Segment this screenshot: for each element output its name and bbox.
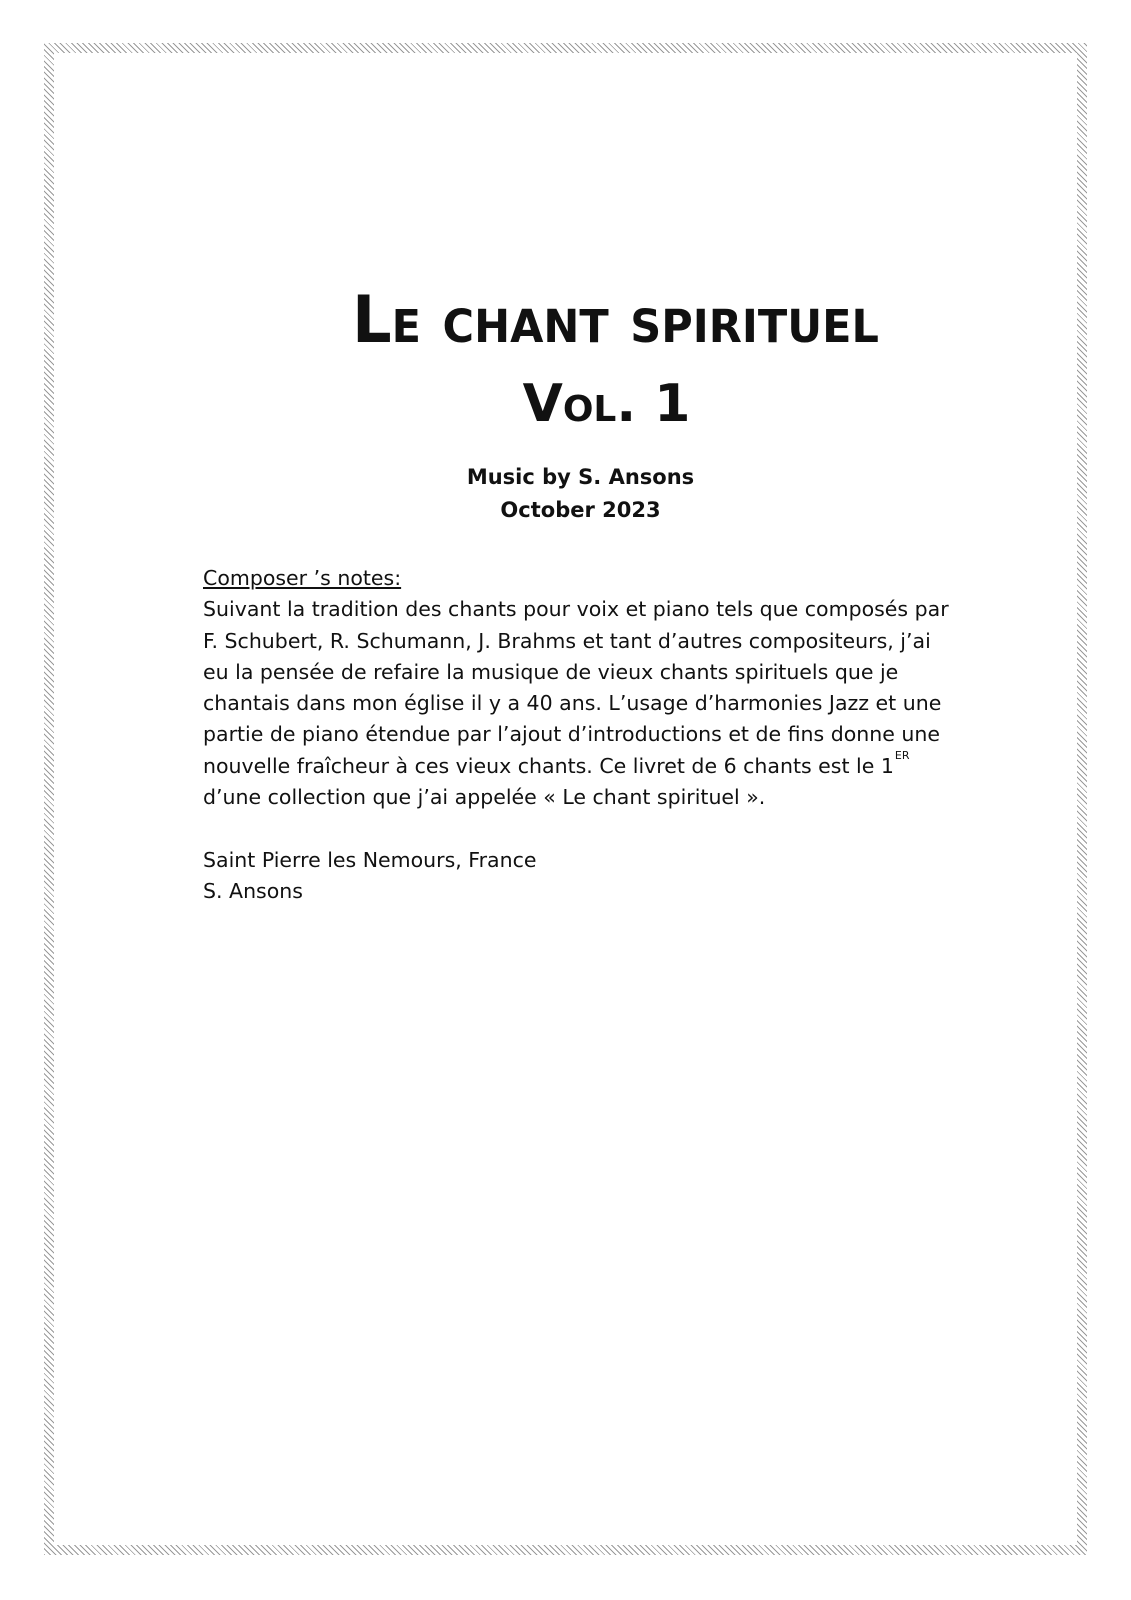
notes-line: Suivant la tradition des chants pour voix et piano tels que composés par xyxy=(203,597,949,622)
composer-notes xyxy=(203,563,1003,813)
notes-line: partie de piano étendue par l’ajout d’introductions et de fins donne une xyxy=(203,722,940,747)
notes-line: chantais dans mon église il y a 40 ans. L’usage d’harmonies Jazz et une xyxy=(203,691,942,716)
document-title: Le chant spirituel xyxy=(352,281,879,358)
notes-line-text: nouvelle fraîcheur à ces vieux chants. Ce livret de 6 chants est le 1 xyxy=(203,753,894,778)
notes-line: F. Schubert, R. Schumann, J. Brahms et tant d’autres compositeurs, j’ai xyxy=(203,628,931,653)
composer-credit: Music by S. Ansons xyxy=(466,465,695,489)
volume-label: Vol. 1 xyxy=(522,374,691,434)
notes-line: eu la pensée de refaire la musique de vieux chants spirituels que je xyxy=(203,659,899,684)
ordinal-superscript: ER xyxy=(894,748,910,762)
notes-heading: Composer ’s notes: xyxy=(203,566,402,590)
signature-block xyxy=(203,845,536,908)
signature-name: S. Ansons xyxy=(203,879,303,904)
notes-line-with-ordinal xyxy=(203,748,1003,782)
notes-last-line: d’une collection que j’ai appelée « Le chant spirituel ». xyxy=(203,785,766,810)
signature-place: Saint Pierre les Nemours, France xyxy=(203,848,537,872)
publication-date: October 2023 xyxy=(500,498,661,522)
